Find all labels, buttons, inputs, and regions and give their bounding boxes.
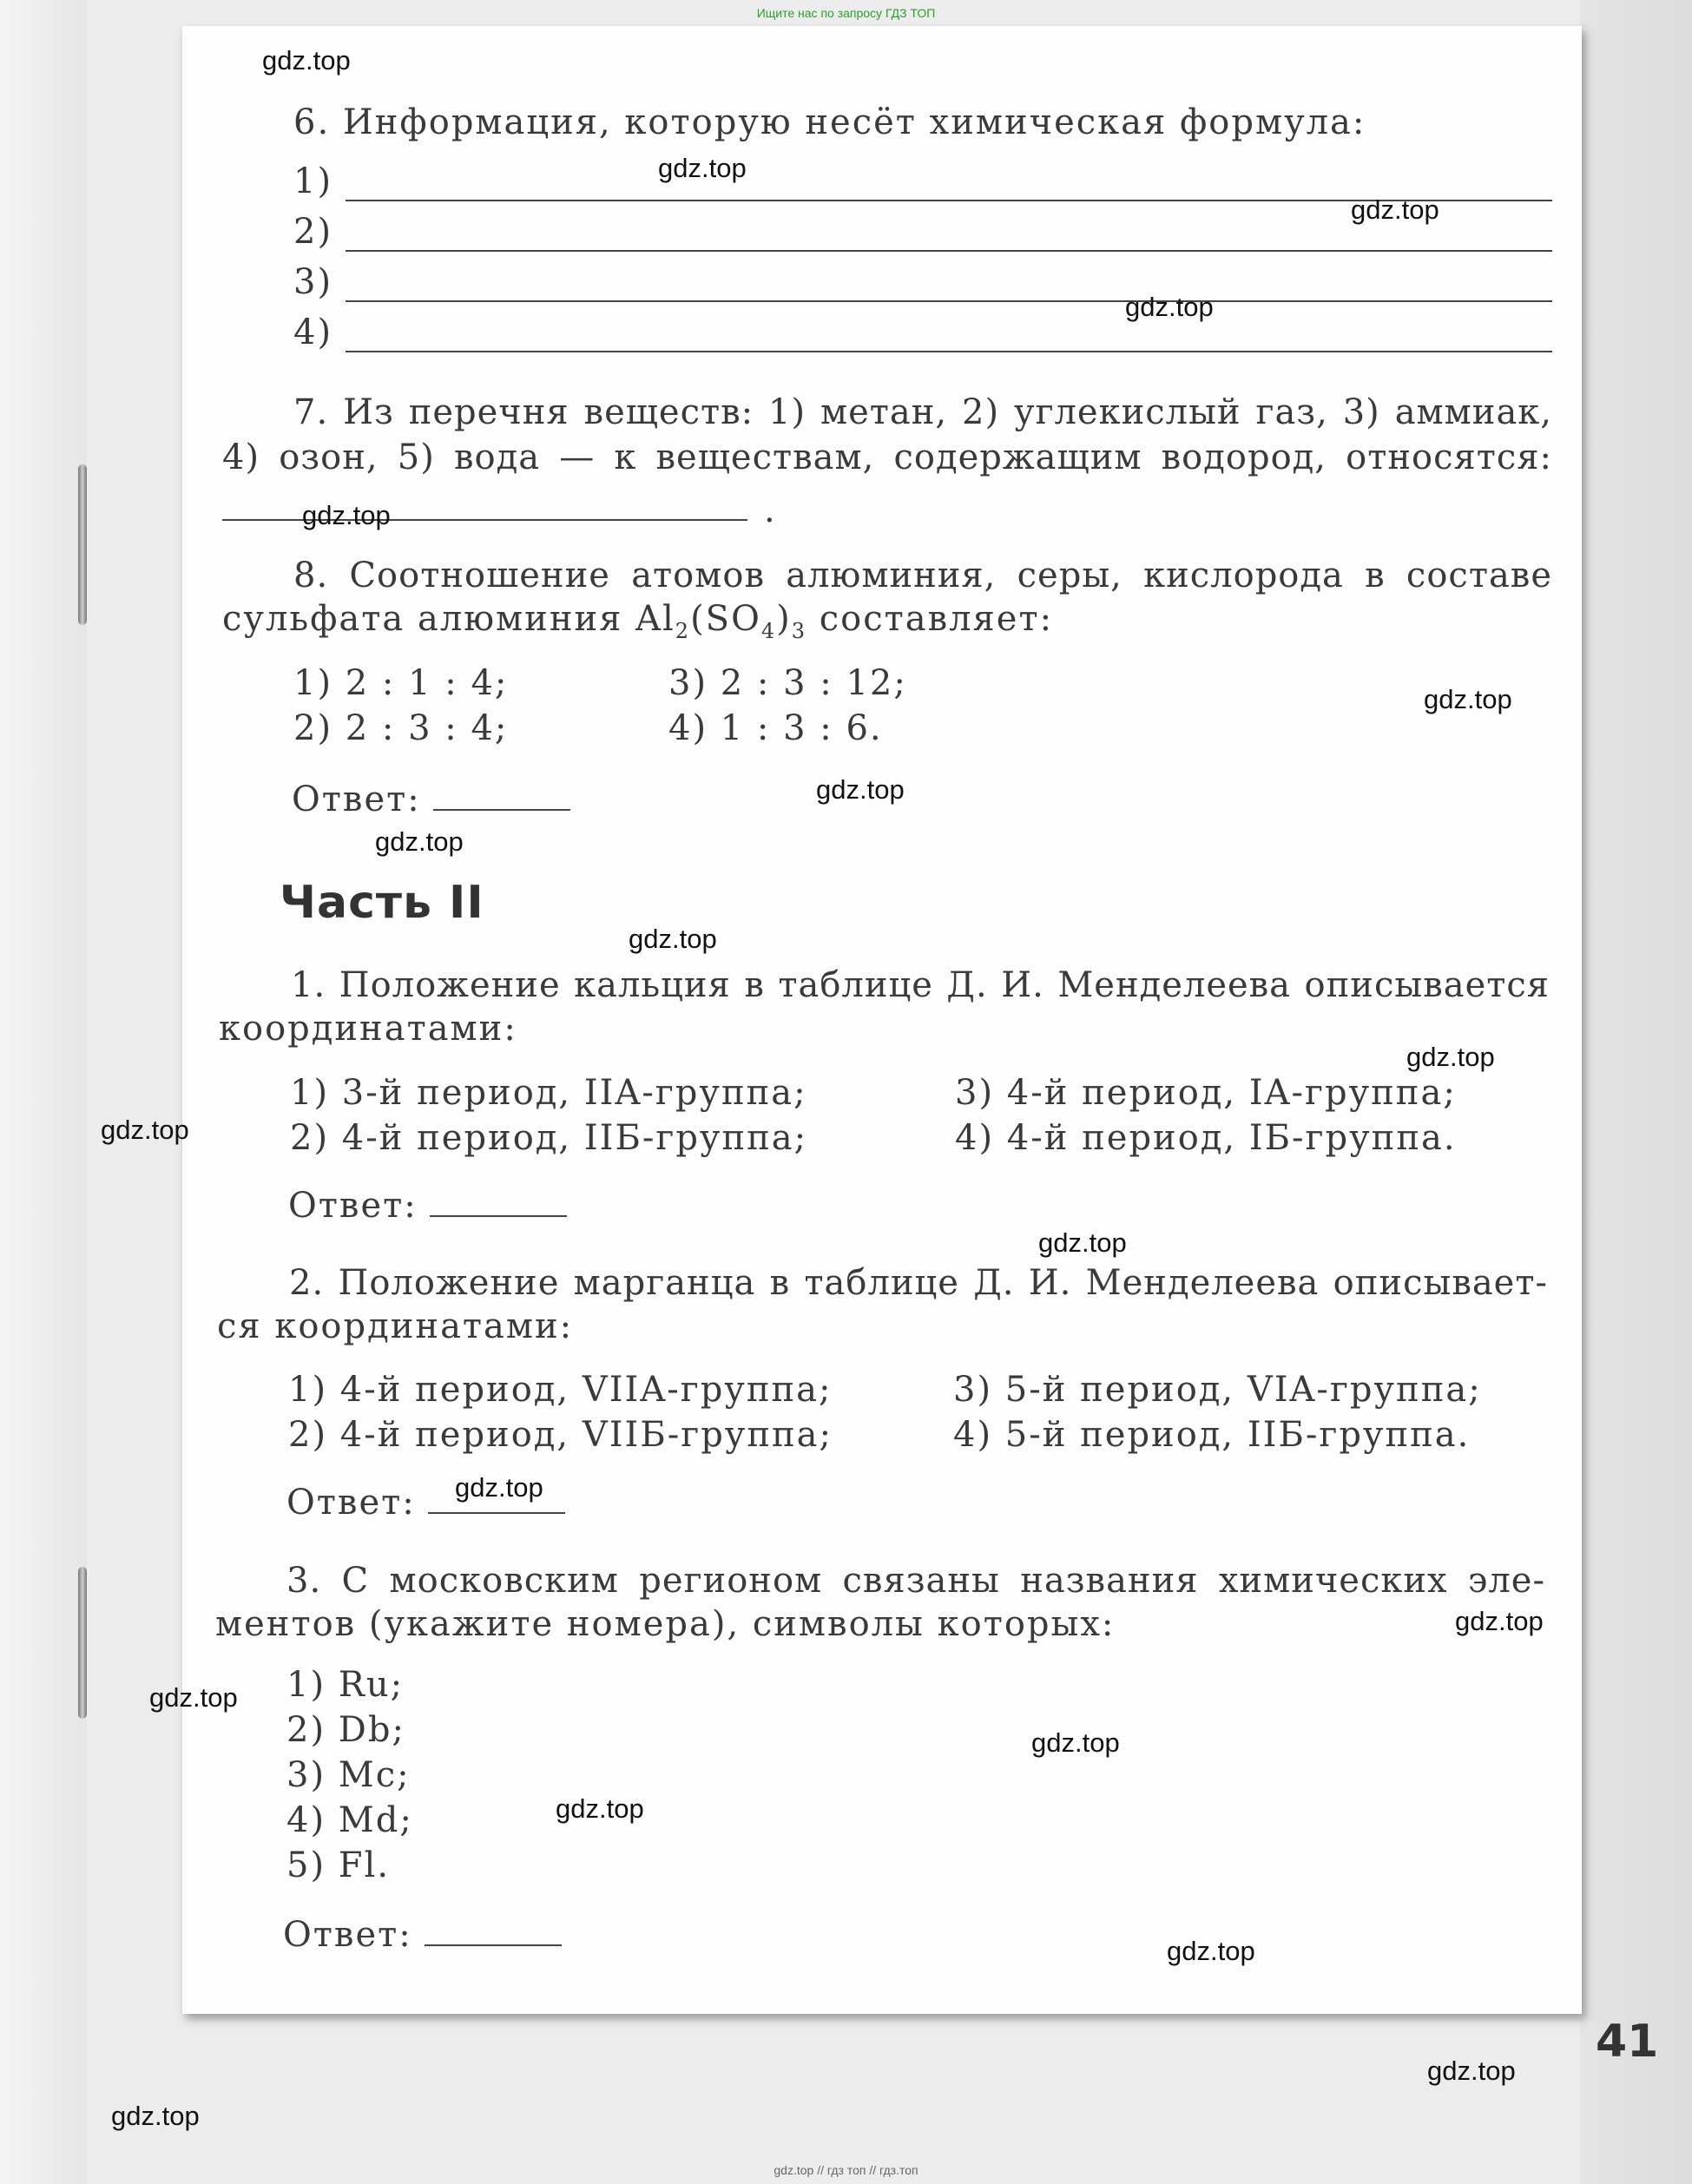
binder-ring-icon bbox=[78, 538, 87, 625]
bottom-banner[interactable]: gdz.top // гдз топ // гдз.топ bbox=[774, 2163, 918, 2177]
p1-answer bbox=[288, 1186, 567, 1226]
p2-answer-label: Ответ: bbox=[286, 1483, 416, 1523]
p3-option: 3) Mc; bbox=[286, 1755, 411, 1795]
p3-text-line2: ментов (укажите номера), символы которых: bbox=[215, 1604, 1116, 1644]
p3-option: 1) Ru; bbox=[286, 1665, 405, 1705]
part-heading: Часть II bbox=[280, 877, 484, 929]
p3-answer-line[interactable] bbox=[425, 1944, 562, 1946]
watermark: gdz.top bbox=[816, 774, 905, 805]
watermark: gdz.top bbox=[1427, 2056, 1516, 2086]
watermark: gdz.top bbox=[302, 500, 391, 530]
p2-option: 4) 5-й период, IIБ-группа. bbox=[953, 1415, 1471, 1455]
p1-option: 3) 4-й период, IA-группа; bbox=[955, 1073, 1457, 1113]
q7-text-line2: 4) озон, 5) вода — к веществам, содержащим водород, относятся: bbox=[222, 437, 1552, 477]
p3-option: 5) Fl. bbox=[286, 1845, 391, 1885]
watermark: gdz.top bbox=[1031, 1727, 1120, 1758]
p3-answer-label: Ответ: bbox=[283, 1915, 412, 1955]
p3-text-line1: 3. С московским регионом связаны названия химических эле- bbox=[286, 1561, 1545, 1601]
p1-option: 2) 4-й период, IIБ-группа; bbox=[290, 1118, 808, 1158]
q7-end-period: . bbox=[764, 490, 777, 530]
watermark: gdz.top bbox=[1351, 194, 1439, 225]
q6-item-label: 4) bbox=[293, 312, 333, 352]
p2-text-line1: 2. Положение марганца в таблице Д. И. Менделеева описывает- bbox=[289, 1263, 1548, 1303]
p1-option: 1) 3-й период, IIA-группа; bbox=[290, 1073, 807, 1113]
watermark: gdz.top bbox=[1038, 1227, 1127, 1258]
p1-answer-line[interactable] bbox=[430, 1215, 567, 1217]
p2-answer-line[interactable] bbox=[428, 1512, 565, 1514]
q6-item-label: 1) bbox=[293, 161, 333, 201]
p3-answer bbox=[283, 1915, 562, 1955]
q8-answer-line[interactable] bbox=[433, 809, 570, 811]
right-background bbox=[1580, 0, 1692, 2184]
binder-ring-icon bbox=[78, 1632, 87, 1719]
watermark: gdz.top bbox=[455, 1472, 543, 1503]
q6-item-label: 3) bbox=[293, 262, 333, 302]
left-background bbox=[0, 0, 87, 2184]
p2-option: 2) 4-й период, VIIБ-группа; bbox=[288, 1415, 833, 1455]
q6-answer-line[interactable] bbox=[346, 250, 1552, 252]
q8-text-line2: сульфата алюминия $Al_2(SO_4)_3$ составляет: bbox=[222, 599, 1054, 643]
p1-text-line1: 1. Положение кальция в таблице Д. И. Менделеева описывается bbox=[291, 965, 1550, 1005]
watermark: gdz.top bbox=[101, 1115, 189, 1145]
watermark: gdz.top bbox=[556, 1793, 644, 1824]
watermark: gdz.top bbox=[1125, 292, 1214, 322]
p3-option: 4) Md; bbox=[286, 1800, 413, 1840]
watermark: gdz.top bbox=[149, 1682, 238, 1713]
q7-text-line1: 7. Из перечня веществ: 1) метан, 2) углекислый газ, 3) аммиак, bbox=[293, 392, 1552, 432]
q6-title: 6. Информация, которую несёт химическая формула: bbox=[293, 102, 1366, 142]
p3-option: 2) Db; bbox=[286, 1710, 405, 1750]
q8-option: 1) 2 : 1 : 4; bbox=[293, 663, 509, 703]
p1-text-line2: координатами: bbox=[219, 1009, 517, 1049]
q8-answer bbox=[292, 780, 570, 819]
p1-answer-label: Ответ: bbox=[288, 1186, 418, 1226]
watermark: gdz.top bbox=[1455, 1606, 1544, 1636]
q8-answer-label: Ответ: bbox=[292, 780, 421, 819]
q8-option: 3) 2 : 3 : 12; bbox=[668, 663, 907, 703]
watermark: gdz.top bbox=[111, 2101, 200, 2131]
watermark: gdz.top bbox=[658, 153, 747, 183]
watermark: gdz.top bbox=[1167, 1936, 1255, 1966]
q6-item-label: 2) bbox=[293, 212, 333, 252]
page-number: 41 bbox=[1596, 2016, 1659, 2068]
watermark: gdz.top bbox=[629, 924, 717, 954]
p1-option: 4) 4-й период, IБ-группа. bbox=[955, 1118, 1457, 1158]
watermark: gdz.top bbox=[1424, 684, 1512, 714]
q6-answer-line[interactable] bbox=[346, 300, 1552, 302]
q8-option: 4) 1 : 3 : 6. bbox=[668, 708, 883, 748]
top-banner[interactable]: Ищите нас по запросу ГДЗ ТОП bbox=[756, 6, 936, 20]
watermark: gdz.top bbox=[262, 45, 351, 76]
p2-text-line2: ся координатами: bbox=[217, 1306, 574, 1346]
watermark: gdz.top bbox=[1406, 1042, 1495, 1072]
p2-option: 1) 4-й период, VIIA-группа; bbox=[288, 1370, 833, 1410]
watermark: gdz.top bbox=[375, 826, 464, 857]
q8-text-line1: 8. Соотношение атомов алюминия, серы, кислорода в составе bbox=[293, 556, 1552, 595]
q6-answer-line[interactable] bbox=[346, 351, 1552, 352]
q8-option: 2) 2 : 3 : 4; bbox=[293, 708, 509, 748]
q7-answer-line[interactable] bbox=[222, 519, 747, 521]
p2-option: 3) 5-й период, VIA-группа; bbox=[953, 1370, 1482, 1410]
